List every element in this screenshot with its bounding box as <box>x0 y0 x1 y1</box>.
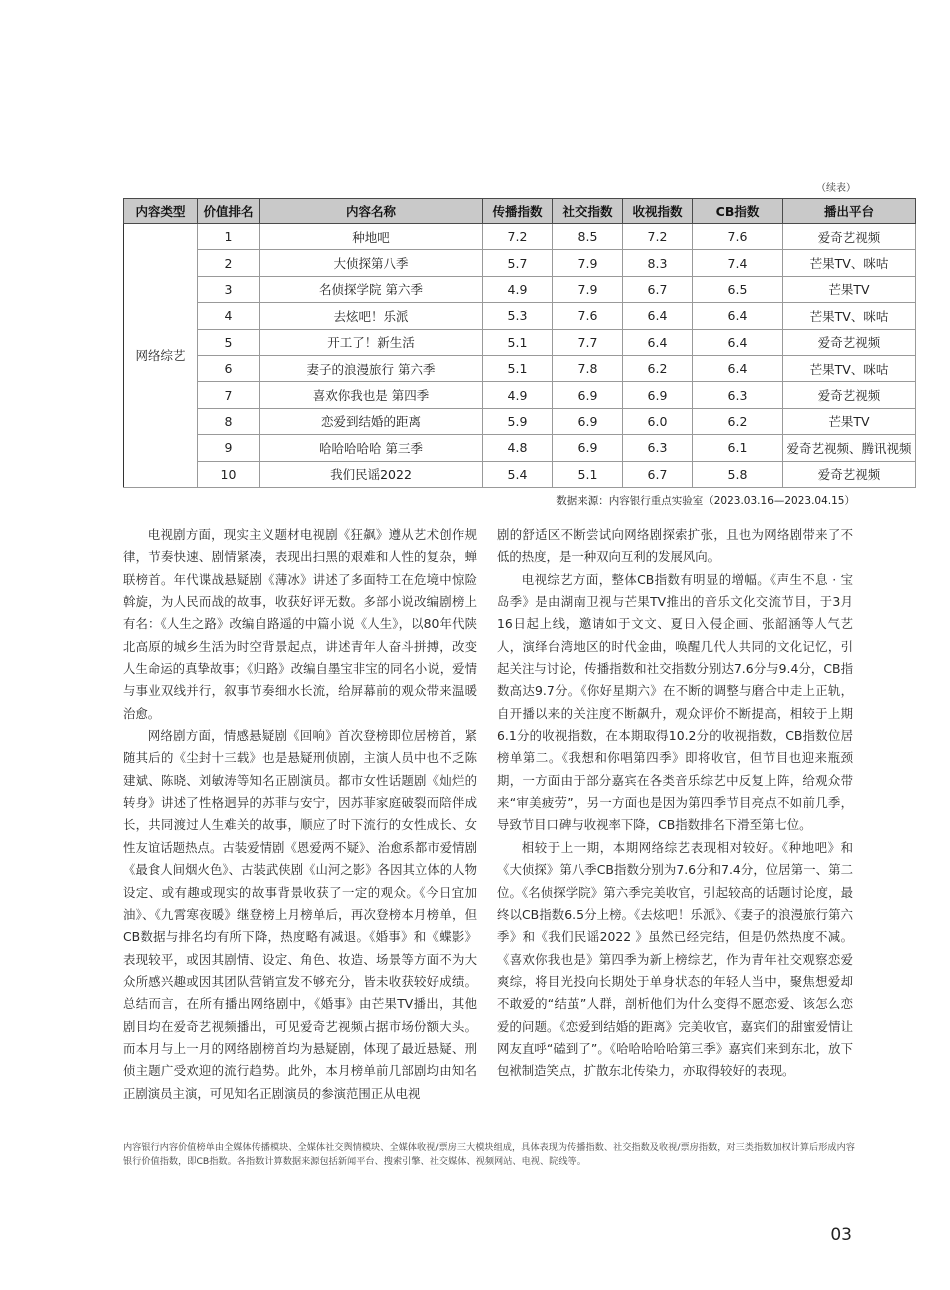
social-cell: 7.7 <box>553 329 623 355</box>
header-cb-index: CB指数 <box>693 199 783 224</box>
cb-cell: 7.6 <box>693 224 783 250</box>
paragraph-tv-variety: 电视综艺方面，整体CB指数有明显的增幅。《声生不息 · 宝岛季》是由湖南卫视与芒果TV推出的音乐文化交流节目，于3月16日起上线，邀请如于文文、夏日入侵企画、张韶涵等人气艺人，演绎台湾地区的时代金曲，唤醒几代人共同的文化记忆，引起关注与讨论，传播指数和社交指数分别达7.6分与9.4分，CB指数高达9.7分。《你好星期六》在不断的调整与磨合中走上正轨，自开播以来的关注度不断飙升，观众评价不断提高，相较于上期6.1分的收视指数，在本期取得10.2分的收视指数，CB指数位居榜单第二。《我想和你唱第四季》即将收官，但节目也迎来瓶颈期，一方面由于部分嘉宾在各类音乐综艺中反复上阵，给观众带来“审美疲劳”，另一方面也是因为第四季节目亮点不如前几季，导致节目口碑与收视率下降，CB指数排名下滑至第七位。 <box>497 571 853 833</box>
view-cell: 6.4 <box>623 329 693 355</box>
platform-cell: 爱奇艺视频、腾讯视频 <box>783 435 916 461</box>
name-cell: 开工了！新生活 <box>260 329 483 355</box>
spread-cell: 5.4 <box>483 461 553 487</box>
table-row <box>124 355 916 381</box>
name-cell: 喜欢你我也是 第四季 <box>260 382 483 408</box>
rank-cell: 7 <box>198 382 260 408</box>
table-row <box>124 303 916 329</box>
cb-cell: 6.1 <box>693 435 783 461</box>
rank-cell: 9 <box>198 435 260 461</box>
platform-cell: 芒果TV、咪咕 <box>783 303 916 329</box>
social-cell: 6.9 <box>553 408 623 434</box>
platform-cell: 芒果TV <box>783 276 916 302</box>
name-cell: 哈哈哈哈哈 第三季 <box>260 435 483 461</box>
page-number: 03 <box>830 1225 852 1245</box>
cb-cell: 6.5 <box>693 276 783 302</box>
cb-cell: 6.2 <box>693 408 783 434</box>
cb-cell: 7.4 <box>693 250 783 276</box>
platform-cell: 爱奇艺视频 <box>783 224 916 250</box>
table-row <box>124 461 916 487</box>
cb-cell: 6.4 <box>693 329 783 355</box>
name-cell: 去炫吧！乐派 <box>260 303 483 329</box>
view-cell: 8.3 <box>623 250 693 276</box>
paragraph-web-drama: 网络剧方面，情感悬疑剧《回响》首次登榜即位居榜首，紧随其后的《尘封十三载》也是悬疑刑侦剧，主演人员中也不乏陈建斌、陈晓、刘敏涛等知名正剧演员。都市女性话题剧《灿烂的转身》讲述了性格迥异的苏菲与安宁，因苏菲家庭破裂而陪伴成长，共同渡过人生难关的故事，顺应了时下流行的女性成长、女性友谊话题热点。古装爱情剧《恩爱两不疑》、治愈系都市爱情剧《最食人间烟火色》、古装武侠剧《山河之影》各因其立体的人物设定、或有趣或现实的故事背景收获了一定的观众。《今日宜加油》、《九霄寒夜暖》继登榜上月榜单后，再次登榜本月榜单，但CB数据与排名均有所下降，热度略有减退。《婚事》和《蝶影》表现较平，或因其剧情、设定、角色、妆造、场景等方面不为大众所感兴趣或因其团队营销宣发不够充分，皆未收获较好成绩。总结而言，在所有播出网络剧中，《婚事》由芒果TV播出，其他剧目均在爱奇艺视频播出，可见爱奇艺视频占据市场份额大头。而本月与上一月的网络剧榜首均为悬疑剧，体现了最近悬疑、刑侦主题广受欢迎的流行趋势。此外，本月榜单前几部剧均由知名正剧演员主演，可见知名正剧演员的参演范围正从电视 <box>123 728 477 1101</box>
spread-cell: 5.9 <box>483 408 553 434</box>
footnote: 内容银行内容价值榜单由全媒体传播模块、全媒体社交舆情模块、全媒体收视/票房三大模块组成，具体表现为传播指数、社交指数及收视/票房指数，对三类指数加权计算后形成内容银行价值指数，即CB指数。各指数计算数据来源包括新闻平台、搜索引擎、社交媒体、视频网站、电视、院线等。 <box>123 1142 855 1167</box>
name-cell: 我们民谣2022 <box>260 461 483 487</box>
table-row <box>124 329 916 355</box>
spread-cell: 5.3 <box>483 303 553 329</box>
social-cell: 5.1 <box>553 461 623 487</box>
view-cell: 6.7 <box>623 461 693 487</box>
rank-cell: 3 <box>198 276 260 302</box>
view-cell: 6.0 <box>623 408 693 434</box>
header-view-index: 收视指数 <box>623 199 693 224</box>
view-cell: 6.3 <box>623 435 693 461</box>
platform-cell: 芒果TV <box>783 408 916 434</box>
social-cell: 7.8 <box>553 355 623 381</box>
view-cell: 6.4 <box>623 303 693 329</box>
header-rank: 价值排名 <box>198 199 260 224</box>
table-header-row <box>124 199 916 224</box>
cb-cell: 6.4 <box>693 303 783 329</box>
paragraph-tv-drama: 电视剧方面，现实主义题材电视剧《狂飙》遵从艺术创作规律，节奏快速、剧情紧凑，表现出扫黑的艰难和人性的复杂，蝉联榜首。年代谍战悬疑剧《薄冰》讲述了多面特工在危境中惊险斡旋，为人民而战的故事，收获好评无数。多部小说改编剧榜上有名：《人生之路》改编自路遥的中篇小说《人生》，以80年代陕北高原的城乡生活为时空背景起点，讲述青年人奋斗拼搏，改变人生命运的真挚故事；《归路》改编自墨宝非宝的同名小说，爱情与事业双线并行，叙事节奏细水长流，给屏幕前的观众带来温暖治愈。 <box>123 527 477 721</box>
category-cell: 网络综艺 <box>124 224 198 488</box>
table-row <box>124 276 916 302</box>
header-name: 内容名称 <box>260 199 483 224</box>
header-content-type: 内容类型 <box>124 199 198 224</box>
spread-cell: 7.2 <box>483 224 553 250</box>
table-row <box>124 382 916 408</box>
name-cell: 名侦探学院 第六季 <box>260 276 483 302</box>
platform-cell: 爱奇艺视频 <box>783 329 916 355</box>
view-cell: 6.9 <box>623 382 693 408</box>
spread-cell: 5.7 <box>483 250 553 276</box>
table-row <box>124 435 916 461</box>
paragraph-web-variety: 相较于上一期，本期网络综艺表现相对较好。《种地吧》和《大侦探》第八季CB指数分别为7.6分和7.4分，位居第一、第二位。《名侦探学院》第六季完美收官，引起较高的话题讨论度，最终以CB指数6.5分上榜。《去炫吧！乐派》、《妻子的浪漫旅行第六季》和《我们民谣2022 》虽然已经完结，但是仍然热度不减。《喜欢你我也是》第四季为新上榜综艺，作为青年社交观察恋爱爽综，将目光投向长期处于单身状态的年轻人当中，聚焦想爱却不敢爱的“结茧”人群，剖析他们为什么变得不愿恋爱、该怎么恋爱的问题。《恋爱到结婚的距离》完美收官，嘉宾们的甜蜜爱情让网友直呼“磕到了”。《哈哈哈哈哈第三季》嘉宾们来到东北，放下包袱制造笑点，扩散东北传染力，亦取得较好的表现。 <box>497 839 853 1079</box>
platform-cell: 芒果TV、咪咕 <box>783 250 916 276</box>
ranking-table <box>123 198 916 488</box>
spread-cell: 5.1 <box>483 355 553 381</box>
name-cell: 恋爱到结婚的距离 <box>260 408 483 434</box>
table-row <box>124 408 916 434</box>
social-cell: 7.9 <box>553 250 623 276</box>
social-cell: 7.6 <box>553 303 623 329</box>
cb-cell: 5.8 <box>693 461 783 487</box>
spread-cell: 4.8 <box>483 435 553 461</box>
name-cell: 种地吧 <box>260 224 483 250</box>
paragraph-continued: 剧的舒适区不断尝试向网络剧探索扩张，且也为网络剧带来了不低的热度，是一种双向互利的发展风向。 <box>497 527 853 565</box>
rank-cell: 5 <box>198 329 260 355</box>
spread-cell: 4.9 <box>483 276 553 302</box>
table-row <box>124 250 916 276</box>
rank-cell: 4 <box>198 303 260 329</box>
view-cell: 6.7 <box>623 276 693 302</box>
rank-cell: 6 <box>198 355 260 381</box>
social-cell: 6.9 <box>553 382 623 408</box>
continued-note: （续表） <box>816 183 856 194</box>
social-cell: 8.5 <box>553 224 623 250</box>
name-cell: 大侦探第八季 <box>260 250 483 276</box>
rank-cell: 10 <box>198 461 260 487</box>
header-social-index: 社交指数 <box>553 199 623 224</box>
table-row <box>124 224 916 250</box>
rank-cell: 8 <box>198 408 260 434</box>
social-cell: 7.9 <box>553 276 623 302</box>
name-cell: 妻子的浪漫旅行 第六季 <box>260 355 483 381</box>
spread-cell: 4.9 <box>483 382 553 408</box>
data-source-note: 数据来源：内容银行重点实验室（2023.03.16—2023.04.15） <box>556 495 855 507</box>
header-spread-index: 传播指数 <box>483 199 553 224</box>
platform-cell: 爱奇艺视频 <box>783 382 916 408</box>
rank-cell: 1 <box>198 224 260 250</box>
social-cell: 6.9 <box>553 435 623 461</box>
rank-cell: 2 <box>198 250 260 276</box>
left-column <box>123 524 477 1105</box>
cb-cell: 6.4 <box>693 355 783 381</box>
header-platform: 播出平台 <box>783 199 916 224</box>
view-cell: 6.2 <box>623 355 693 381</box>
platform-cell: 爱奇艺视频 <box>783 461 916 487</box>
spread-cell: 5.1 <box>483 329 553 355</box>
view-cell: 7.2 <box>623 224 693 250</box>
right-column <box>497 524 853 1083</box>
cb-cell: 6.3 <box>693 382 783 408</box>
platform-cell: 芒果TV、咪咕 <box>783 355 916 381</box>
